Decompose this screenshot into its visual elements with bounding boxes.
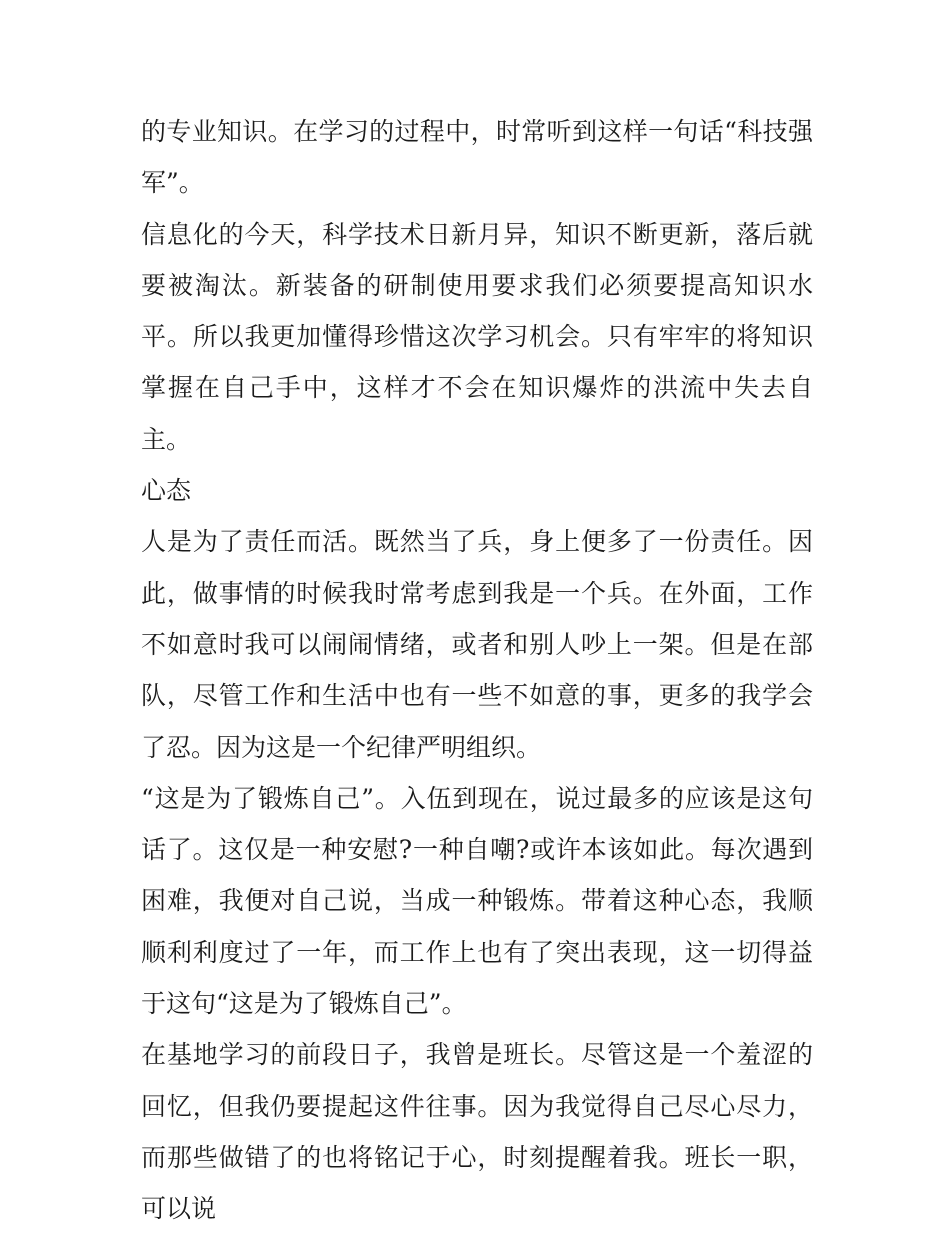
paragraph-self-training: “这是为了锻炼自己”。入伍到现在，说过最多的应该是这句话了。这仅是一种安慰?一种自嘲?或许本该如此。每次遇到困难，我便对自己说，当成一种锻炼。带着这种心态，我顺顺利利度过了一年，而工作上也有了突出表现，这一切得益于这句“这是为了锻炼自己”。 bbox=[141, 783, 813, 1019]
document-body bbox=[141, 106, 813, 1235]
section-heading-mindset: 心态 bbox=[141, 476, 192, 506]
paragraph-information-age: 信息化的今天，科学技术日新月异，知识不断更新，落后就要被淘汰。新装备的研制使用要求我们必须要提高知识水平。所以我更加懂得珍惜这次学习机会。只有牢牢的将知识掌握在自己手中，这样才不会在知识爆炸的洪流中失去自主。 bbox=[141, 219, 813, 454]
paragraph-tech-strong-army: 的专业知识。在学习的过程中，时常听到这样一句话“科技强军”。 bbox=[141, 117, 813, 198]
paragraph-responsibility: 人是为了责任而活。既然当了兵，身上便多了一份责任。因此，做事情的时候我时常考虑到我是一个兵。在外面，工作不如意时我可以闹闹情绪，或者和别人吵上一架。但是在部队，尽管工作和生活中也有一些不如意的事，更多的我学会了忍。因为这是一个纪律严明组织。 bbox=[141, 527, 813, 762]
paragraph-squad-leader: 在基地学习的前段日子，我曾是班长。尽管这是一个羞涩的回忆，但我仍要提起这件往事。因为我觉得自己尽心尽力，而那些做错了的也将铭记于心，时刻提醒着我。班长一职，可以说 bbox=[141, 1040, 813, 1224]
